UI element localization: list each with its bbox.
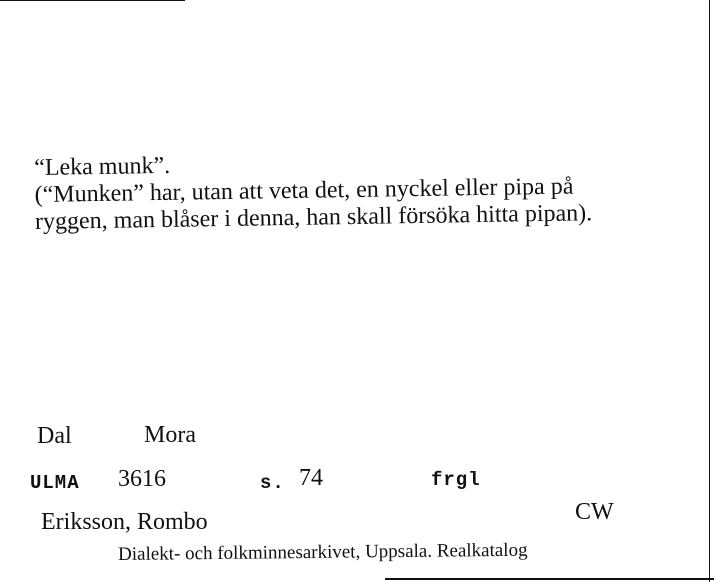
archive-number: 3616 [118, 466, 166, 492]
archive-footer: Dialekt- och folkminnesarkivet, Uppsala. Realkatalog [118, 539, 528, 565]
parish-label: Mora [144, 422, 196, 448]
collector-initials: CW [575, 499, 614, 525]
informant-name: Eriksson, Rombo [41, 509, 208, 535]
card-right-edge [709, 0, 710, 582]
body-line-description: (“Munken” har, utan att veta det, en nyckel eller pipa på [34, 173, 574, 208]
body-line-description-continued: ryggen, man blåser i denna, han skall försöka hitta pipan). [34, 200, 593, 235]
form-code: frgl [431, 469, 481, 491]
body-line-title: “Leka munk”. [34, 152, 171, 181]
region-label: Dal [37, 423, 72, 449]
card-body-text [34, 145, 695, 236]
page-number: 74 [299, 465, 323, 491]
card-bottom-edge [385, 578, 714, 580]
card-top-edge [0, 0, 185, 1]
page-label: s. [260, 472, 285, 494]
archive-label: ULMA [30, 472, 80, 494]
